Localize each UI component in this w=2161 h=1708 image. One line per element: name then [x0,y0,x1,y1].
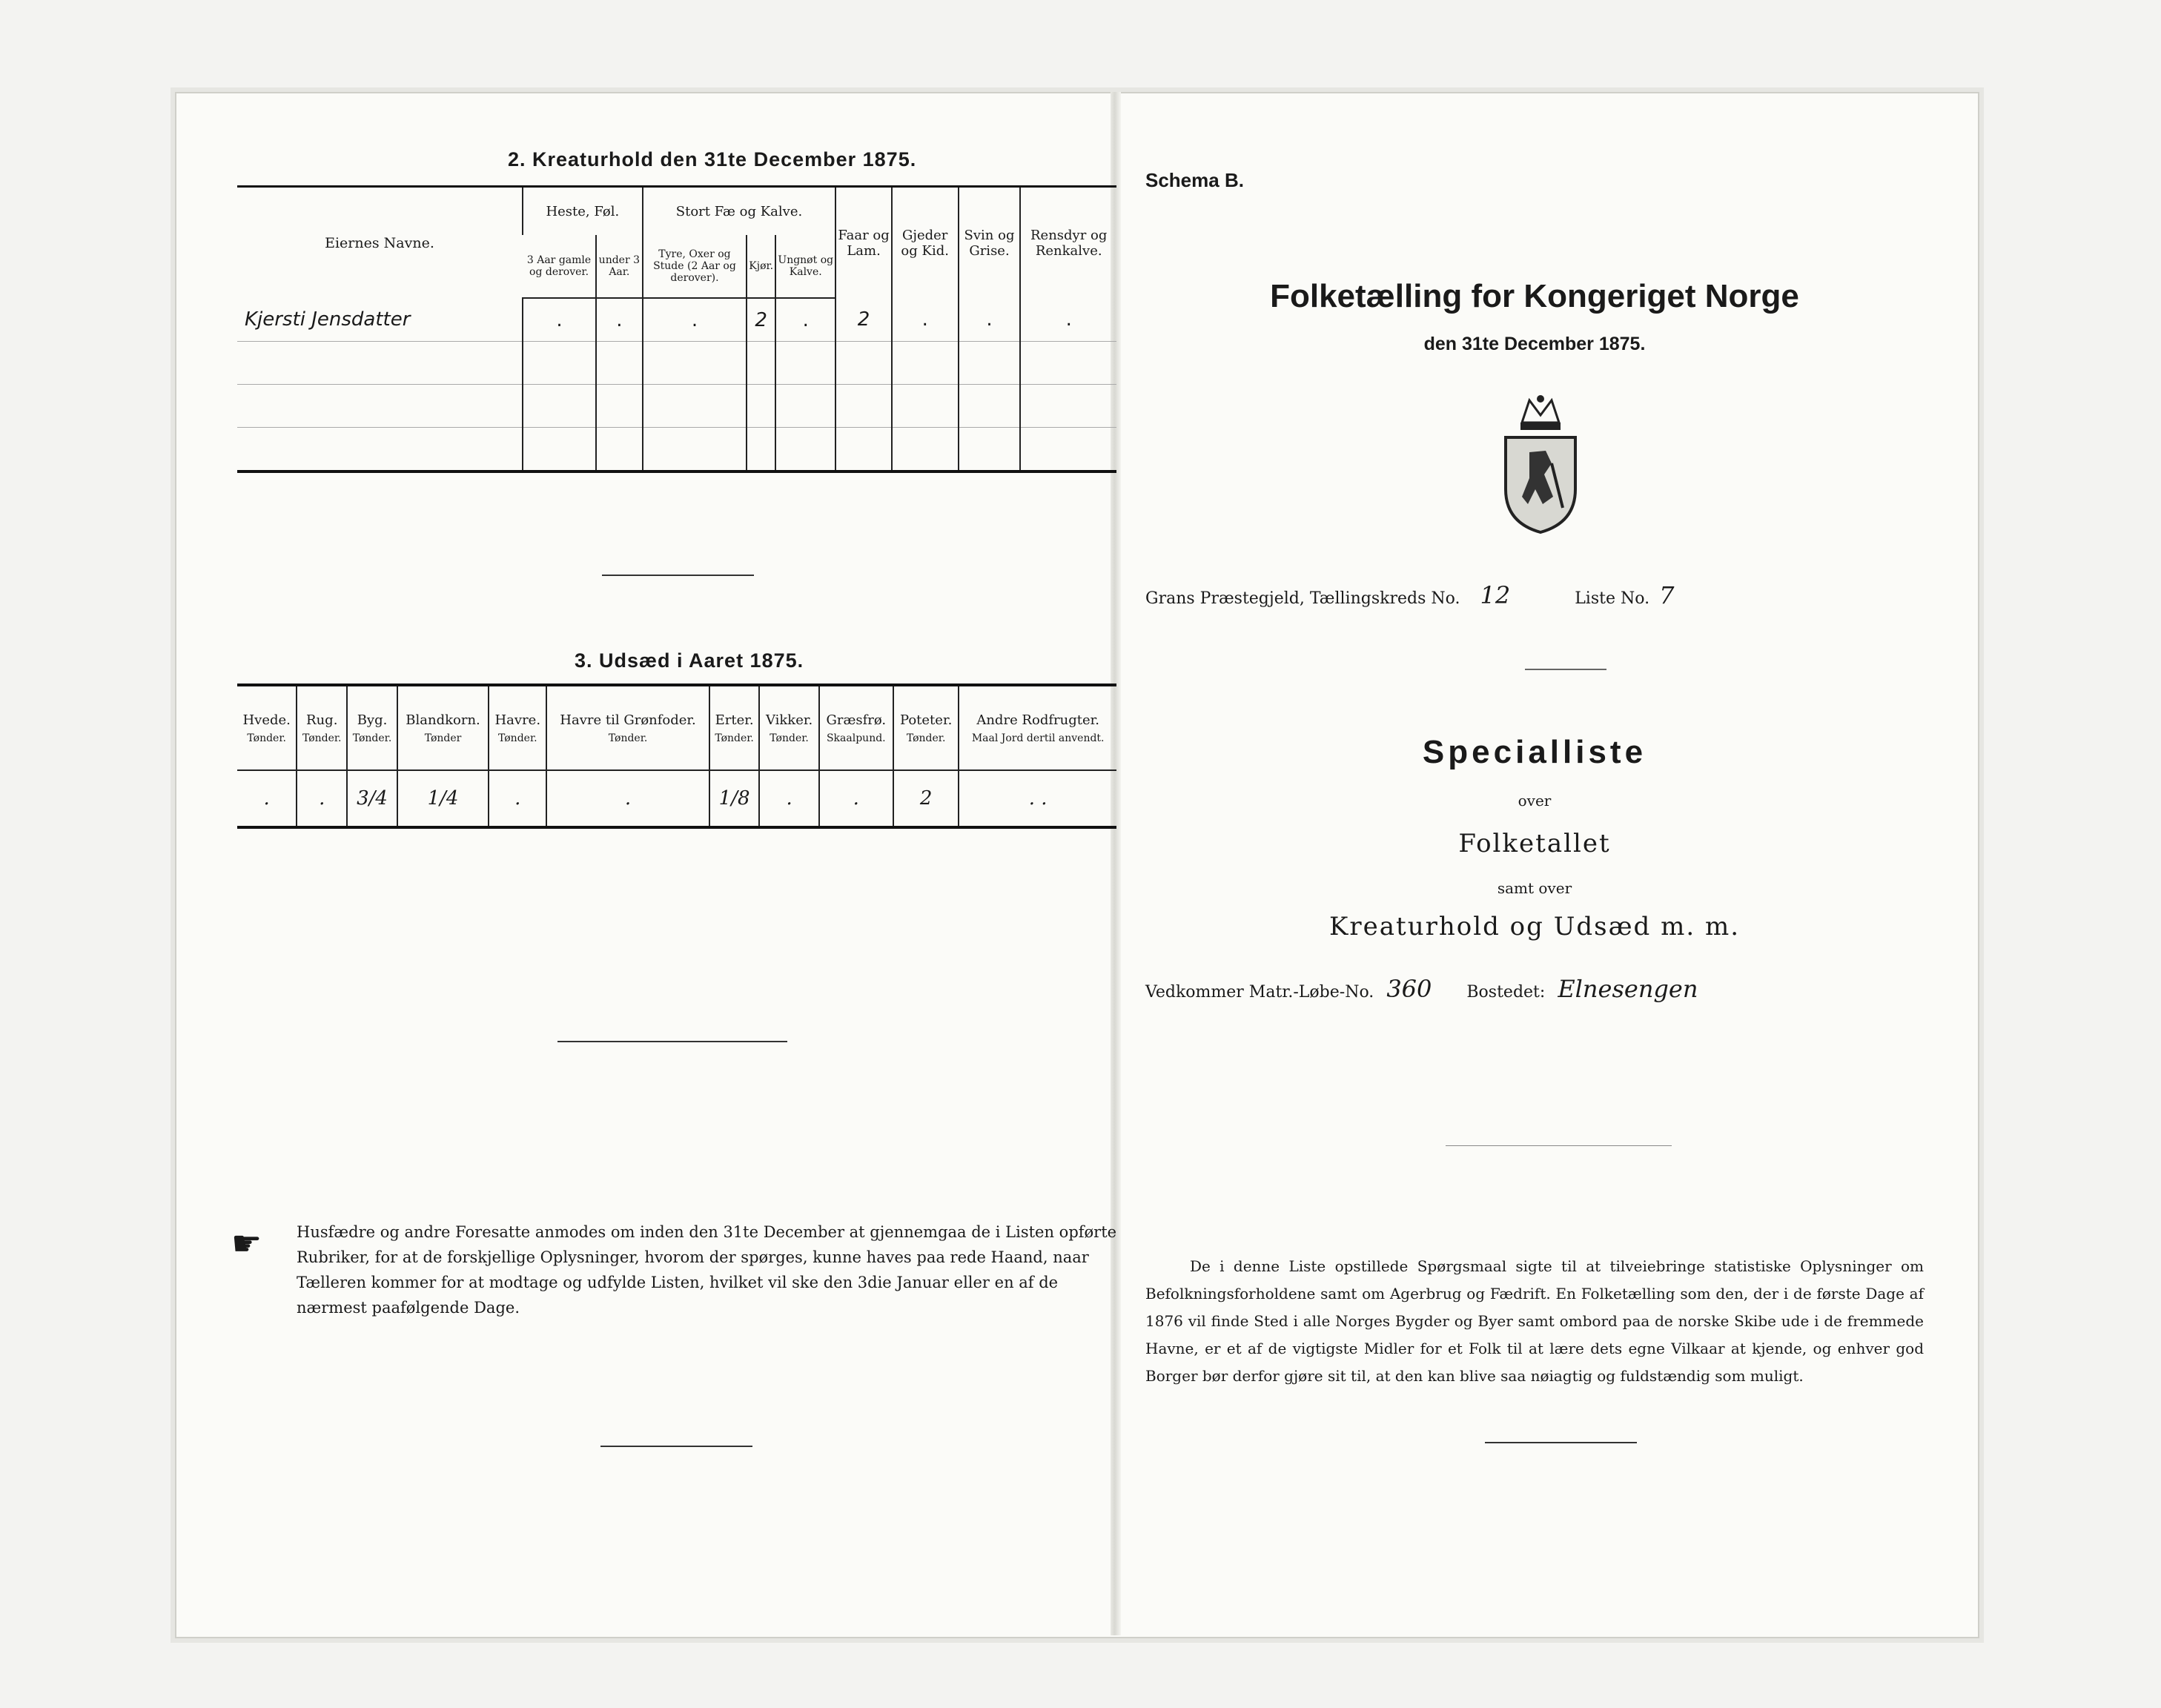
seed-col-unit: Tønder. [608,732,648,744]
stort-sub3: Ungnøt og Kalve. [775,235,835,298]
census-date: den 31te December 1875. [1423,334,1646,354]
seed-col-header [709,685,760,770]
seed-col-header [959,685,1116,770]
cell-faar: 2 [835,298,891,342]
divider [1525,669,1606,670]
seed-col-header [546,685,709,770]
section3-title: 3. Udsæd i Aaret 1875. [575,649,804,672]
seed-col-header [759,685,818,770]
seed-cell: . [489,770,546,827]
cell-tyre: . [643,298,747,342]
seed-col-unit: Tønder. [715,732,754,744]
liste-no: 7 [1659,581,1675,609]
bosted-value: Elnesengen [1558,975,1698,1003]
seed-col-name: Vikker. [765,712,813,728]
stort-sub2: Kjør. [747,235,775,298]
seed-cell: . [546,770,709,827]
seed-col-name: Havre til Grønfoder. [560,712,696,728]
seed-table [237,683,1116,829]
seed-col-header [237,685,297,770]
schema-label: Schema B. [1145,169,1244,191]
table-row [237,770,1116,827]
cell-rensdyr: . [1020,298,1116,342]
specialliste-heading: Specialliste [1422,734,1647,770]
seed-col-unit: Maal Jord dertil anvendt. [971,732,1105,744]
pointing-hand-icon: ☛ [231,1223,262,1263]
seed-col-name: Græsfrø. [826,712,887,728]
seed-col-unit: Tønder [424,732,462,744]
seed-cell: 2 [893,770,959,827]
section2-title: 2. Kreaturhold den 31te December 1875. [508,148,917,171]
seed-col-name: Hvede. [242,712,291,728]
svin-header: Svin og Grise. [959,187,1021,299]
owner-col-header: Eiernes Navne. [237,187,523,299]
rensdyr-header: Rensdyr og Renkalve. [1020,187,1116,299]
divider [557,1041,787,1042]
heste-header: Heste, Føl. [523,187,643,236]
seed-col-name: Havre. [494,712,541,728]
prestegjeld-label: Grans Præstegjeld, Tællingskreds No. [1145,589,1460,608]
liste-label: Liste No. [1575,589,1650,608]
divider [1446,1145,1672,1146]
stort-header: Stort Fæ og Kalve. [643,187,836,236]
seed-col-unit: Skaalpund. [826,732,886,744]
table-row [237,298,1116,342]
seed-cell: 3/4 [347,770,397,827]
heste-sub2: under 3 Aar. [596,235,643,298]
instruction-note: Husfædre og andre Foresatte anmodes om inden den 31te December at gjennemgaa de i Listen opførte Rubriker, for at de forskjellige Oplysninger, hvorom der spørges, kunne haves paa rede Haand, naar Tælleren kommer for at modtage og udfylde Listen, hvilket vil ske den 3die Januar eller en af de nærmest paafølgende Dage. [297,1223,1117,1317]
divider [600,1446,752,1447]
seed-cell: 1/4 [397,770,489,827]
matr-label: Vedkommer Matr.-Løbe-No. [1145,983,1374,1002]
stort-sub1: Tyre, Oxer og Stude (2 Aar og derover). [643,235,747,298]
divider [602,575,754,576]
divider [1485,1442,1637,1443]
seed-col-header [893,685,959,770]
seed-col-header [489,685,546,770]
seed-col-unit: Tønder. [498,732,537,744]
cell-gjeder: . [892,298,959,342]
heste-sub1: 3 Aar gamle og derover. [523,235,596,298]
folketallet-text: Folketallet [1458,829,1611,858]
cell-kjor: 2 [747,298,775,342]
table-row [237,385,1116,428]
seed-cell: . . [959,770,1116,827]
samt-over-text: samt over [1497,879,1572,897]
matr-line [1145,975,1698,1003]
prestegjeld-line [1145,581,1674,609]
kreds-no: 12 [1480,581,1511,609]
page-title: Folketælling for Kongeriget Norge [1270,278,1799,314]
table-row [237,342,1116,385]
seed-cell: . [819,770,893,827]
cell-ungnot: . [775,298,835,342]
cell-heste1: . [523,298,596,342]
seed-col-name: Rug. [306,712,338,728]
seed-col-unit: Tønder. [302,732,342,744]
seed-col-header [297,685,347,770]
seed-cell: 1/8 [709,770,760,827]
seed-col-unit: Tønder. [906,732,946,744]
livestock-table [237,185,1116,473]
faar-header: Faar og Lam. [835,187,891,299]
seed-cell: . [237,770,297,827]
norwegian-coat-of-arms-icon [1500,393,1581,534]
seed-col-header [347,685,397,770]
seed-col-name: Andre Rodfrugter. [976,712,1099,728]
bosted-label: Bostedet: [1466,983,1546,1002]
seed-col-header [397,685,489,770]
seed-col-name: Poteter. [899,712,953,728]
seed-cell: . [759,770,818,827]
table-row [237,428,1116,472]
kreaturhold-text: Kreaturhold og Udsæd m. m. [1328,912,1740,941]
seed-cell: . [297,770,347,827]
seed-col-name: Blandkorn. [406,712,480,728]
cell-svin: . [959,298,1021,342]
seed-col-header [819,685,893,770]
seed-col-unit: Tønder. [770,732,809,744]
seed-col-name: Erter. [715,712,754,728]
gjeder-header: Gjeder og Kid. [892,187,959,299]
seed-col-name: Byg. [357,712,388,728]
matr-no: 360 [1386,975,1432,1003]
explanatory-paragraph: De i denne Liste opstillede Spørgsmaal sigte til at tilveiebringe statistiske Oplysninger om Befolkningsforholdene samt om Agerbrug og Fædrift. En Folketælling som den, der i de første Dage af 1876 vil finde Sted i alle Norges Bygder og Byer samt ombord paa de norske Skibe ude i de fremmede Havne, er et af de vigtigste Midler for et Folk til at lære dets egne Vilkaar at kjende, og enhver god Borger bør derfor gjøre sit til, at den kan blive saa nøiagtig og fuldstændig som muligt. [1145,1257,1924,1385]
seed-col-unit: Tønder. [247,732,286,744]
owner-name: Kjersti Jensdatter [237,298,523,342]
over-text: over [1518,792,1552,810]
seed-col-unit: Tønder. [352,732,392,744]
cell-heste2: . [596,298,643,342]
